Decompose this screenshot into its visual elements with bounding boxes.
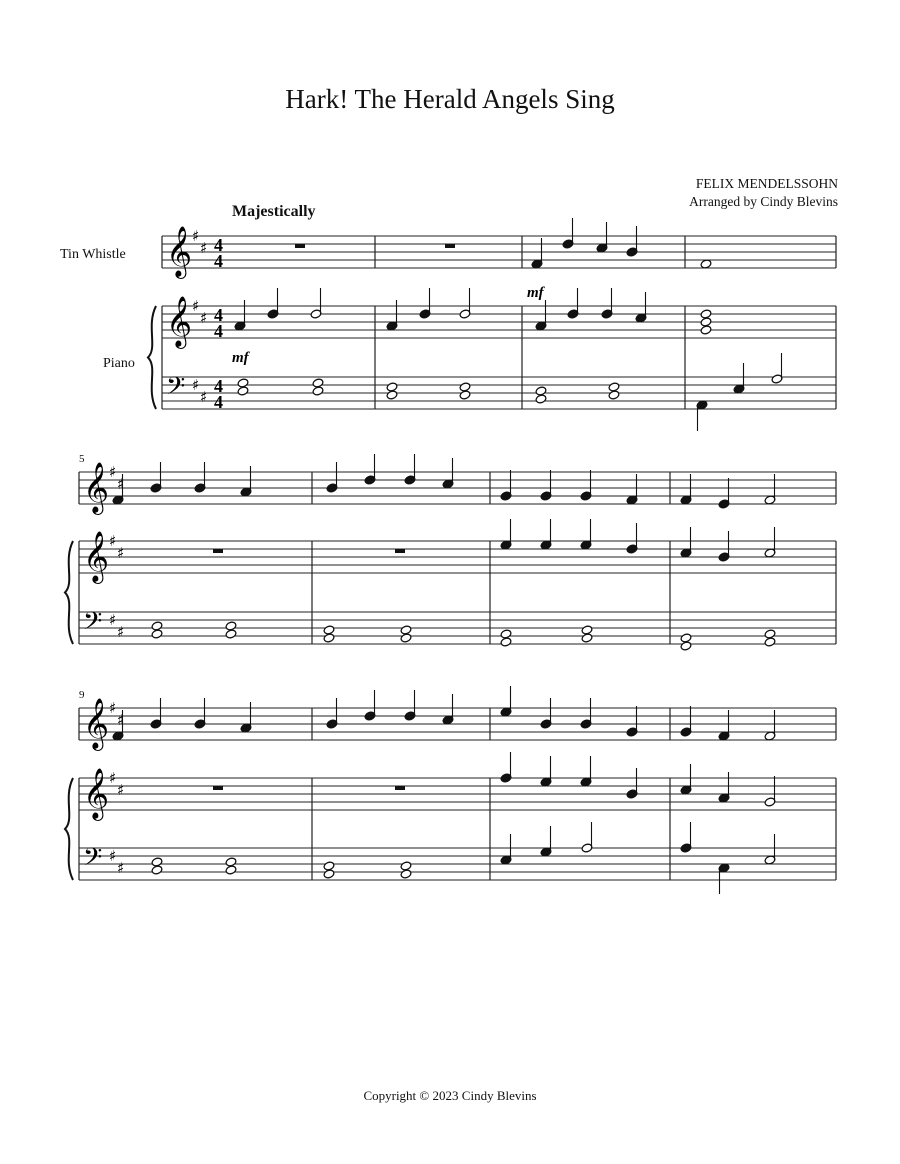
notehead [400,633,412,643]
notehead [225,629,237,639]
dynamic-mark-piano: mf [232,350,249,366]
treble-clef-icon: 𝄞 [83,462,110,513]
copyright-notice: Copyright © 2023 Cindy Blevins [363,1088,537,1103]
staff-systems [65,218,836,894]
notehead [581,633,593,643]
notehead [151,857,163,867]
sharp-icon: ♯ [109,847,117,865]
sharp-icon: ♯ [117,859,125,877]
notehead [151,629,163,639]
sharp-icon: ♯ [192,376,200,394]
sharp-icon: ♯ [200,309,208,327]
treble-clef-icon: 𝄞 [83,698,110,749]
sharp-icon: ♯ [109,463,117,481]
sharp-icon: ♯ [117,781,125,799]
notehead [500,637,512,647]
notehead [312,386,324,396]
time-signature-digit: 4 [214,376,223,396]
notehead [700,317,712,327]
sharp-icon: ♯ [117,544,125,562]
notehead [225,857,237,867]
notehead [237,386,249,396]
notehead [225,621,237,631]
brace-icon [65,778,73,880]
notehead [323,861,335,871]
composer-credit: FELIX MENDELSSOHN [695,176,838,191]
sharp-icon: ♯ [200,388,208,406]
sharp-icon: ♯ [109,611,117,629]
staff [79,848,836,880]
time-signature-digit: 4 [214,251,223,271]
time-signature-digit: 4 [214,305,223,325]
bass-clef-icon: 𝄢 [83,843,103,878]
bass-clef-icon: 𝄢 [166,372,186,407]
sharp-icon: ♯ [109,769,117,787]
notehead [400,625,412,635]
notehead [151,621,163,631]
staff [162,306,836,338]
measure-number-5: 5 [79,453,85,465]
treble-clef-icon: 𝄞 [166,226,193,277]
notehead [535,394,547,404]
notehead [386,390,398,400]
staff [79,778,836,810]
notehead [400,861,412,871]
notehead [700,309,712,319]
notehead [312,378,324,388]
notehead [151,865,163,875]
notehead [225,865,237,875]
whole-rest [395,549,405,553]
instrument-label-piano: Piano [103,356,135,371]
staff-tin-whistle [162,236,836,268]
notehead [323,625,335,635]
sharp-icon: ♯ [109,532,117,550]
notehead [608,382,620,392]
sharp-icon: ♯ [117,475,125,493]
notehead [764,637,776,647]
time-signature-digit: 4 [214,321,223,341]
whole-rest [445,244,455,248]
bass-clef-icon: 𝄢 [83,607,103,642]
sharp-icon: ♯ [200,239,208,257]
sharp-icon: ♯ [109,699,117,717]
notehead [386,382,398,392]
whole-rest [213,786,223,790]
notehead [237,378,249,388]
sharp-icon: ♯ [117,711,125,729]
notehead [323,633,335,643]
whole-rest [295,244,305,248]
time-signature-digit: 4 [214,235,223,255]
notehead [459,390,471,400]
brace-icon [148,306,156,409]
brace-icon [65,541,73,644]
notehead [400,869,412,879]
page-title: Hark! The Herald Angels Sing [285,84,615,114]
notehead [323,869,335,879]
sharp-icon: ♯ [192,297,200,315]
treble-clef-icon: 𝄞 [83,531,110,582]
staff [79,472,836,504]
dynamic-mark-whistle: mf [527,285,544,301]
notehead [535,386,547,396]
notehead [680,641,692,651]
staff [162,377,836,409]
notehead [581,625,593,635]
sharp-icon: ♯ [192,227,200,245]
notehead [764,629,776,639]
notehead [700,325,712,335]
treble-clef-icon: 𝄞 [83,768,110,819]
measure-number-9: 9 [79,689,85,701]
time-signature-digit: 4 [214,392,223,412]
treble-clef-icon: 𝄞 [166,296,193,347]
tempo-marking: Majestically [232,203,316,220]
arranger-credit: Arranged by Cindy Blevins [689,194,838,209]
instrument-label-tin-whistle: Tin Whistle [60,247,126,262]
whole-rest [213,549,223,553]
notehead [680,633,692,643]
notehead [608,390,620,400]
notehead [459,382,471,392]
whole-rest [395,786,405,790]
staff [79,612,836,644]
notehead [500,629,512,639]
sharp-icon: ♯ [117,623,125,641]
